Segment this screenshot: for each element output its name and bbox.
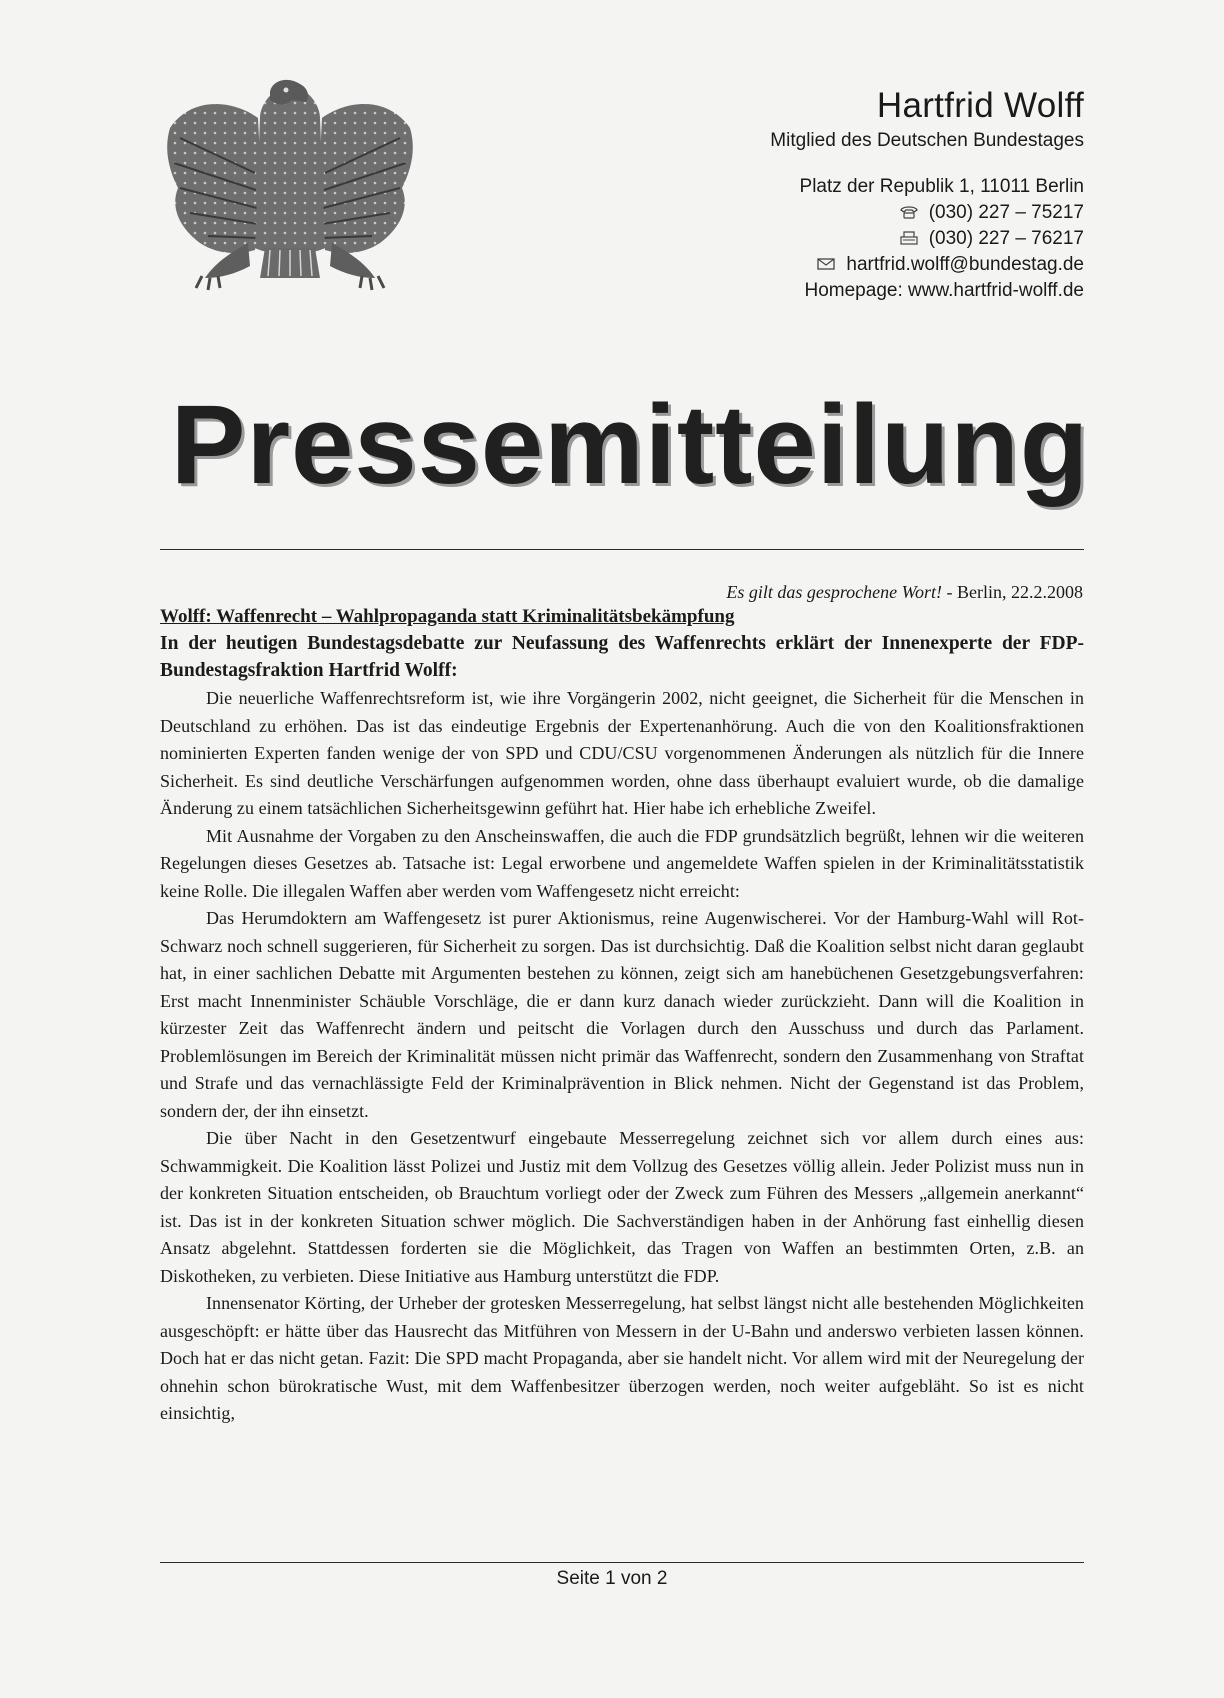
headline: Wolff: Waffenrecht – Wahlpropaganda statt Kriminalitätsbekämpfung [160,606,735,627]
page-number: Seite 1 von 2 [556,1568,668,1589]
phone-line [770,200,1084,226]
lead-paragraph: In der heutigen Bundestagsdebatte zur Neufassung des Waffenrechts erklärt der Innenexperte der FDP-Bundestagsfraktion Hartfrid Wolff: [160,633,1084,681]
fax-number: (030) 227 – 76217 [928,228,1084,249]
phone-number: (030) 227 – 75217 [928,202,1084,223]
body-paragraph: Innensenator Körting, der Urheber der grotesken Messerregelung, hat selbst längst nicht alle bestehenden Möglichkeiten ausgeschöpft: er hätte über das Hausrecht das Mitführen von Messern in der U-Bahn und anderswo verbieten lassen können. Doch hat er das nicht getan. Fazit: Die SPD macht Propaganda, aber sie handelt nicht. Vor allem wird mit der Neuregelung der ohnehin schon bürokratische Wust, mit dem Waffenbesitzer überzogen werden, noch weiter aufgebläht. So ist es nicht einsichtig, [160,1293,1084,1423]
email-address: hartfrid.wolff@bundestag.de [846,254,1084,275]
fax-line [770,226,1084,252]
press-release-body [160,604,1084,1428]
speech-note: Es gilt das gesprochene Wort! [726,582,942,602]
page-title: Pressemitteilung [170,382,1090,507]
telephone-icon [899,205,919,219]
bottom-divider [160,1562,1084,1563]
postal-address: Platz der Republik 1, 11011 Berlin [799,176,1084,197]
email-line [770,252,1084,278]
author-role: Mitglied des Deutschen Bundestages [770,130,1084,151]
contact-header [770,86,1084,304]
body-paragraph: Das Herumdoktern am Waffengesetz ist purer Aktionismus, reine Augenwischerei. Vor der Hamburg-Wahl will Rot-Schwarz noch schnell suggerieren, für Sicherheit zu sorgen. Das ist durchsichtig. Daß die Koalition selbst nicht daran geglaubt hat, in einer sachlichen Debatte mit Argumenten bestehen zu können, zeigt sich am hanebüchenen Gesetzgebungsverfahren: Erst macht Innenminister Schäuble Vorschläge, die er dann kurz danach wieder zurückzieht. Dann will die Koalition in kürzester Zeit das Waffenrecht ändern und peitscht die Vorlagen durch den Ausschuss und durch das Parlament. Problemlösungen im Bereich der Kriminalität müssen nicht primär das Waffenrecht, sondern den Zusammenhang von Straftat und Strafe und das vernachlässigte Feld der Kriminalprävention in Blick nehmen. Nicht der Gegenstand ist das Problem, sondern der, der ihn einsetzt. [160,908,1084,1121]
fax-icon [899,231,919,245]
envelope-icon [816,257,836,271]
bundesadler-eagle-icon [160,78,420,298]
author-name: Hartfrid Wolff [876,86,1084,125]
homepage-line: Homepage: www.hartfrid-wolff.de [804,280,1084,301]
body-paragraph: Mit Ausnahme der Vorgaben zu den Anscheinswaffen, die auch die FDP grundsätzlich begrüßt, lehnen wir die weiteren Regelungen dieses Gesetzes ab. Tatsache ist: Legal erworbene und angemeldete Waffen spielen in der Kriminalitätsstatistik keine Rolle. Die illegalen Waffen aber werden vom Waffengesetz nicht erreicht: [160,825,1084,901]
body-paragraph: Die über Nacht in den Gesetzentwurf eingebaute Messerregelung zeichnet sich vor allem durch eines aus: Schwammigkeit. Die Koalition lässt Polizei und Justiz mit dem Vollzug des Gesetzes völlig allein. Jeder Polizist muss nun in der konkreten Situation entscheiden, ob Brauchtum vorliegt oder der Zweck zum Führen des Messers „allgemein anerkannt“ ist. Das ist in der konkreten Situation schwer möglich. Die Sachverständigen haben in der Anhörung fast einhellig diesen Ansatz abgelehnt. Stattdessen forderten sie die Möglichkeit, das Tragen von Waffen an bestimmten Orten, z.B. an Diskotheken, zu verbieten. Diese Initiative aus Hamburg unterstützt die FDP. [160,1128,1084,1286]
body-paragraph: Die neuerliche Waffenrechtsreform ist, wie ihre Vorgängerin 2002, nicht geeignet, die Sicherheit für die Menschen in Deutschland zu erhöhen. Das ist das eindeutige Ergebnis der Expertenanhörung. Auch die von den Koalitionsfraktionen nominierten Experten fanden wenige der von SPD und CDU/CSU vorgenommenen Änderungen als nützlich für die Innere Sicherheit. Es sind deutliche Verschärfungen aufgenommen worden, ohne dass überhaupt evaluiert wurde, ob die damalige Änderung zu einem tatsächlichen Sicherheitsgewinn geführt hat. Hier habe ich erhebliche Zweifel. [160,688,1084,818]
place-date: - Berlin, 22.2.2008 [942,582,1083,602]
top-divider [160,549,1084,550]
dateline [726,581,1083,603]
